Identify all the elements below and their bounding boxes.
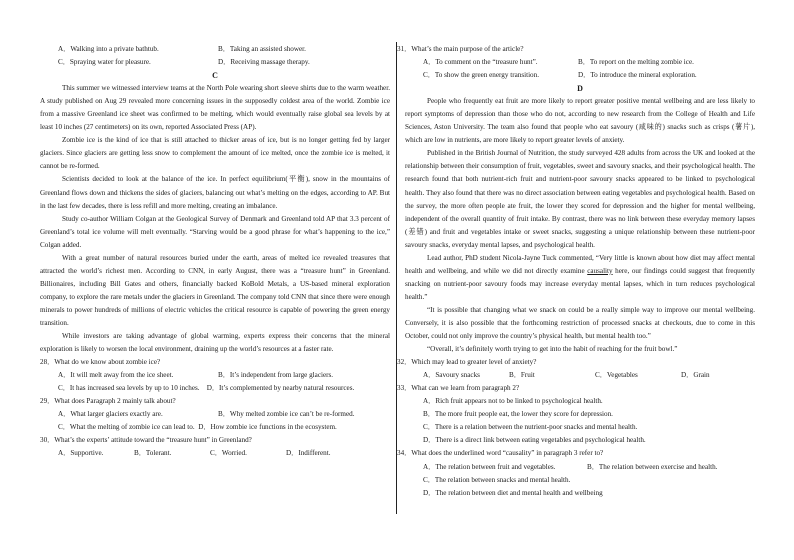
option-d[interactable]: D．Grain xyxy=(681,371,710,380)
passage-paragraph: While investors are taking advantage of global warming, experts express their concerns that the mineral exploration is likely to worsen the local environment, draining up the world’s resources at a faster rate. xyxy=(40,332,390,354)
option-d: D．Receiving massage therapy. xyxy=(218,58,310,67)
question-30: 30．What’s the experts’ attitude toward the “treasure hunt” in Greenland? xyxy=(40,436,252,445)
left-column xyxy=(40,43,390,461)
section-heading-c: C xyxy=(212,71,218,81)
passage-paragraph: This summer we witnessed interview teams at the North Pole wearing short sleeve shirts due to the warm weather. A study published on Aug 29 revealed more concerning issues in the supposedly coldest area of the world. Zombie ice from a massive Greenland ice sheet was confirmed to be melting, which would eventually raise global sea levels by at least 10 inches (27 centimeters) on its own, reported Associated Press (AP). xyxy=(40,84,390,132)
option-d[interactable]: D．To introduce the mineral exploration. xyxy=(578,71,697,80)
option-b[interactable]: B．Why melted zombie ice can’t be re-formed. xyxy=(218,410,355,419)
question-29: 29．What does Paragraph 2 mainly talk about? xyxy=(40,397,176,406)
option-c[interactable]: C．To show the green energy transition. xyxy=(423,71,539,80)
option-d[interactable]: D．Indifferent. xyxy=(286,449,331,458)
question-34: 34．What does the underlined word “causality” in paragraph 3 refer to? xyxy=(397,449,604,458)
question-33-options xyxy=(405,395,755,447)
option-a[interactable]: A．Savoury snacks xyxy=(423,371,480,380)
option-b[interactable]: B．It’s independent from large glaciers. xyxy=(218,371,334,380)
passage-paragraph: People who frequently eat fruit are more likely to report greater positive mental wellbeing and are less likely to report symptoms of depression than those who do not, according to new research from the College of Health and Life Sciences, Aston University. The team also found that people who eat savoury (咸味的) snacks such as crisps (薯片), which are low in nutrients, are more likely to report greater levels of anxiety. xyxy=(405,97,755,145)
passage-paragraph: “Overall, it’s definitely worth trying to get into the habit of reaching for the fruit bowl.” xyxy=(427,345,678,354)
option-a[interactable]: A．To comment on the “treasure hunt”. xyxy=(423,58,538,67)
question-33: 33．What can we learn from paragraph 2? xyxy=(397,384,520,393)
option-c[interactable]: C．It has increased sea levels by up to 10 inches. xyxy=(58,384,200,393)
question-30-options xyxy=(40,447,390,460)
question-28-options-row-2 xyxy=(40,382,390,395)
option-a[interactable]: A．What larger glaciers exactly are. xyxy=(58,410,163,419)
prev-question-options-row-1 xyxy=(40,43,390,56)
passage-paragraph: Scientists decided to look at the balance of the ice. In perfect equilibrium(平衡), snow in the mountains of Greenland flows down and thickens the sides of glaciers, balancing out what’s melting on the edges, according to AP. But in the last few decades, there is less refill and more melting, creating an imbalance. xyxy=(40,175,390,210)
question-31-options-row-2 xyxy=(405,69,755,82)
option-a[interactable]: A．Supportive. xyxy=(58,449,104,458)
option-c[interactable]: C．There is a relation between the nutrient-poor snacks and mental health. xyxy=(423,423,638,432)
option-c[interactable]: C．What the melting of zombie ice can lead to. xyxy=(58,423,195,432)
option-d[interactable]: D．How zombie ice functions in the ecosystem. xyxy=(198,423,337,432)
option-a[interactable]: A．The relation between fruit and vegetables. xyxy=(423,462,556,471)
option-c[interactable]: C．Worried. xyxy=(210,449,247,458)
question-31-options-row-1 xyxy=(405,56,755,69)
passage-paragraph-quote: Lead author, PhD student Nicola-Jayne Tuck commented, “Very little is known about how diet may affect mental health and wellbeing, and while we did not directly examine causality here, our findings could suggest that frequently snacking on nutrient-poor savoury foods may increase everyday mental lapses, which in turn reduces psychological health.” xyxy=(405,253,755,301)
option-b: B．Taking an assisted shower. xyxy=(218,45,306,53)
underlined-word-causality: causality xyxy=(587,266,613,275)
option-a[interactable]: A．It will melt away from the ice sheet. xyxy=(58,371,174,380)
option-b[interactable]: B．To report on the melting zombie ice. xyxy=(578,58,694,67)
question-34-options-rest xyxy=(405,474,755,500)
question-31: 31．What’s the main purpose of the article? xyxy=(397,45,524,53)
question-29-options-row-2 xyxy=(40,421,390,434)
passage-paragraph: Zombie ice is the kind of ice that is still attached to thicker areas of ice, but is no longer getting fed by larger glaciers. Since glaciers are getting less snow to complement the amount of ice melted, once the zombie ice is melted, it cannot be re-formed. xyxy=(40,136,390,171)
prev-question-options-row-2 xyxy=(40,56,390,69)
passage-paragraph: Published in the British Journal of Nutrition, the study surveyed 428 adults from across the UK and looked at the relationship between their consumption of fruit, vegetables, sweet and savoury snacks, and their psychological health. The research found that both nutrient-rich fruit and nutrient-poor savoury snacks appeared to be linked to psychological health. They also found that there was no direct association between eating vegetables and psychological health. Based on the survey, the more often people ate fruit, the lower they scored for depression and the higher for mental wellbeing, independent of the overall quantity of fruit intake. By contrast, there was no link between these everyday memory lapses (差错) and fruit and vegetables intake or sweet snacks, suggesting a unique relationship between these nutrient-poor savoury snacks, everyday mental lapses, and psychological health. xyxy=(405,149,755,249)
option-d[interactable]: D．There is a direct link between eating vegetables and psychological health. xyxy=(423,436,646,445)
question-32-options xyxy=(405,369,755,382)
option-d[interactable]: D．It’s complemented by nearby natural resources. xyxy=(206,384,355,393)
passage-paragraph: Study co-author William Colgan at the Geological Survey of Denmark and Greenland told AP that 3.3 percent of Greenland’s total ice volume will melt eventually. “Starving would be a good phrase for what’s happening to the ice,” Colgan added. xyxy=(40,214,390,249)
column-divider xyxy=(396,42,397,514)
question-32: 32．Which may lead to greater level of anxiety? xyxy=(397,358,537,367)
passage-paragraph: “It is possible that changing what we snack on could be a really simple way to improve our mental wellbeing. Conversely, it is also possible that the forthcoming restriction of processed snacks at checkouts, due to come in this October, could not only improve the country’s physical health, but mental health too.” xyxy=(405,305,755,341)
question-28-options-row-1 xyxy=(40,369,390,382)
question-34-options-row-1 xyxy=(405,461,755,474)
option-b[interactable]: B．The more fruit people eat, the lower they score for depression. xyxy=(423,410,613,419)
option-c[interactable]: C．The relation between snacks and mental health. xyxy=(423,475,571,484)
section-heading-d: D xyxy=(577,84,583,94)
option-a: A．Walking into a private bathtub. xyxy=(58,45,159,53)
option-a[interactable]: A．Rich fruit appears not to be linked to psychological health. xyxy=(423,397,603,406)
right-column xyxy=(397,43,755,500)
passage-paragraph: With a great number of natural resources buried under the earth, areas of melted ice revealed treasures that attracted the world’s richest men. According to CNN, in early August, there was a “treasure hunt” in Greenland. Billionaires, including Bill Gates and others, financially backed KoBold Metals, a US-based mineral exploration company, to explore the rare metals under the glaciers in Greenland. The company told CNN that since there were enough minerals to power hundreds of millions of electric vehicles the critical resource is capable of powering the green energy transition. xyxy=(40,253,390,327)
option-b[interactable]: B．Fruit xyxy=(509,371,535,380)
option-c: C．Spraying water for pleasure. xyxy=(58,58,151,67)
question-29-options-row-1 xyxy=(40,408,390,421)
option-b[interactable]: B．The relation between exercise and health. xyxy=(587,462,718,471)
question-28: 28．What do we know about zombie ice? xyxy=(40,358,161,367)
option-c[interactable]: C．Vegetables xyxy=(595,371,638,380)
option-d[interactable]: D．The relation between diet and mental health and wellbeing xyxy=(423,488,603,497)
option-b[interactable]: B．Tolerant. xyxy=(134,449,172,458)
